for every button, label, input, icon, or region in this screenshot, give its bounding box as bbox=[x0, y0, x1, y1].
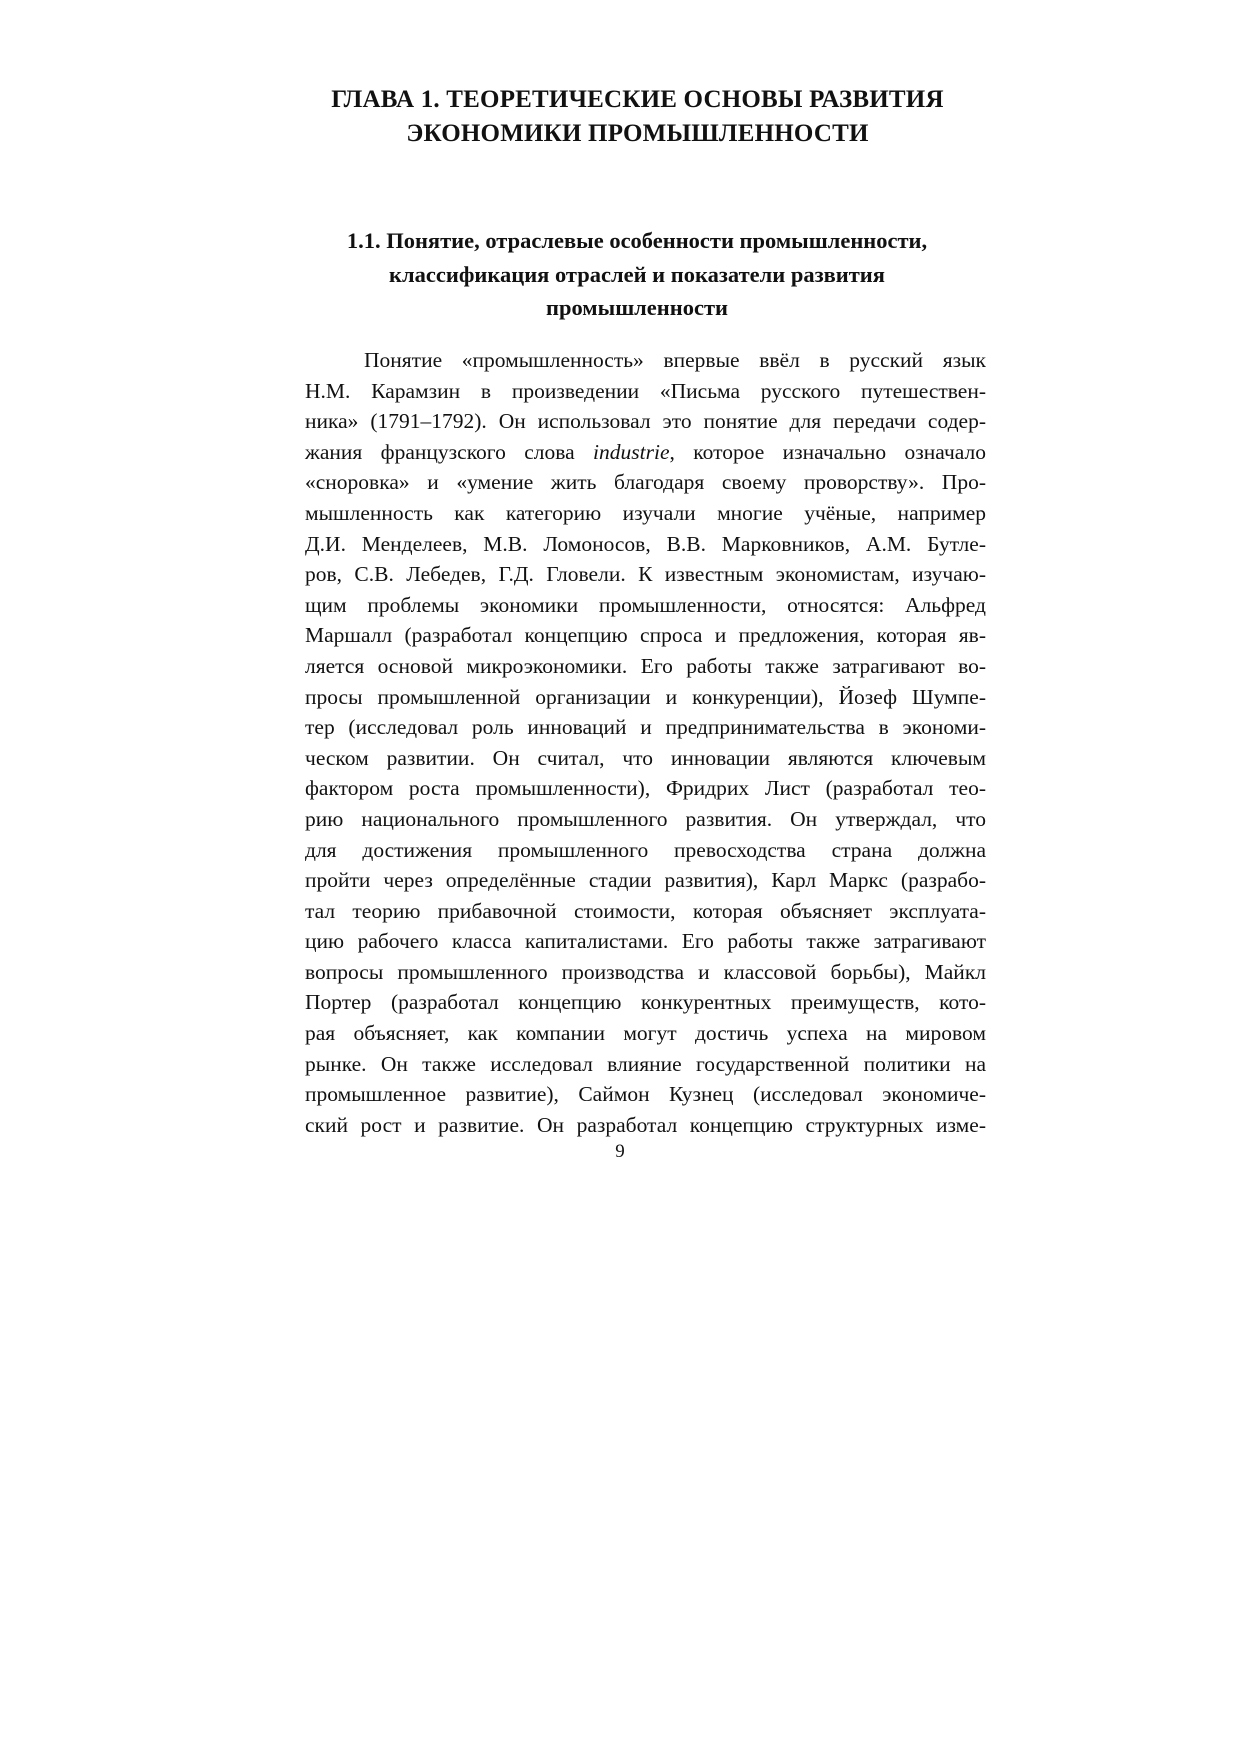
italic-term: industrie bbox=[593, 439, 670, 464]
page-number: 9 bbox=[615, 1141, 625, 1162]
text-line: «сноровка» и «умение жить благодаря своему проворству». Про- bbox=[305, 470, 986, 495]
text-line: щим проблемы экономики промышленности, относятся: Альфред bbox=[305, 592, 986, 617]
text-line: пройти через определённые стадии развития), Карл Маркс (разрабо- bbox=[305, 868, 986, 893]
text-line: ляется основой микроэкономики. Его работы также затрагивают во- bbox=[305, 653, 986, 678]
section-title bbox=[303, 224, 971, 325]
text-line: промышленное развитие), Саймон Кузнец (исследовал экономиче- bbox=[305, 1082, 986, 1107]
text-line: Портер (разработал концепцию конкурентных преимуществ, кото- bbox=[305, 990, 986, 1015]
text-line: просы промышленной организации и конкуренции), Йозеф Шумпе- bbox=[305, 684, 986, 709]
text-line: Д.И. Менделеев, М.В. Ломоносов, В.В. Марковников, А.М. Бутле- bbox=[305, 531, 986, 556]
text-line bbox=[305, 437, 986, 468]
chapter-title-line-2: ЭКОНОМИКИ ПРОМЫШЛЕННОСТИ bbox=[406, 120, 869, 147]
text-line: вопросы промышленного производства и классовой борьбы), Майкл bbox=[305, 959, 986, 984]
text-line: мышленность как категорию изучали многие учёные, например bbox=[305, 500, 986, 525]
section-title-line-3: промышленности bbox=[546, 295, 728, 320]
text-line: ский рост и развитие. Он разработал концепцию структурных изме- bbox=[305, 1112, 986, 1137]
section-title-line-2: классификация отраслей и показатели развития bbox=[389, 261, 885, 287]
text-line: тер (исследовал роль инноваций и предпринимательства в экономи- bbox=[305, 715, 986, 740]
text-line: Понятие «промышленность» впервые ввёл в русский язык bbox=[364, 348, 986, 372]
text-line: фактором роста промышленности), Фридрих Лист (разработал тео- bbox=[305, 776, 986, 801]
text-line-start: жания французского слова bbox=[305, 439, 594, 464]
text-line: ческом развитии. Он считал, что инновации являются ключевым bbox=[305, 745, 986, 770]
text-line: ров, С.В. Лебедев, Г.Д. Гловели. К известным экономистам, изучаю- bbox=[305, 562, 986, 587]
text-line: для достижения промышленного превосходства страна должна bbox=[305, 837, 986, 862]
text-line-end: , которое изначально означало bbox=[669, 439, 986, 464]
chapter-title-line-1: ГЛАВА 1. ТЕОРЕТИЧЕСКИЕ ОСНОВЫ РАЗВИТИЯ bbox=[331, 86, 944, 113]
text-line: рая объясняет, как компании могут достичь успеха на мировом bbox=[305, 1021, 986, 1046]
text-line: рынке. Он также исследовал влияние государственной политики на bbox=[305, 1051, 986, 1076]
text-line: цию рабочего класса капиталистами. Его работы также затрагивают bbox=[305, 929, 986, 954]
body-paragraph bbox=[305, 345, 986, 1140]
chapter-title bbox=[300, 83, 975, 151]
text-line: рию национального промышленного развития. Он утверждал, что bbox=[305, 806, 986, 831]
text-line: ника» (1791–1792). Он использовал это понятие для передачи содер- bbox=[305, 409, 986, 434]
text-line: Н.М. Карамзин в произведении «Письма русского путешествен- bbox=[305, 378, 986, 403]
section-title-line-1: 1.1. Понятие, отраслевые особенности промышленности, bbox=[346, 228, 928, 253]
text-line: тал теорию прибавочной стоимости, которая объясняет эксплуата- bbox=[305, 898, 986, 923]
text-line: Маршалл (разработал концепцию спроса и предложения, которая яв- bbox=[305, 623, 986, 648]
